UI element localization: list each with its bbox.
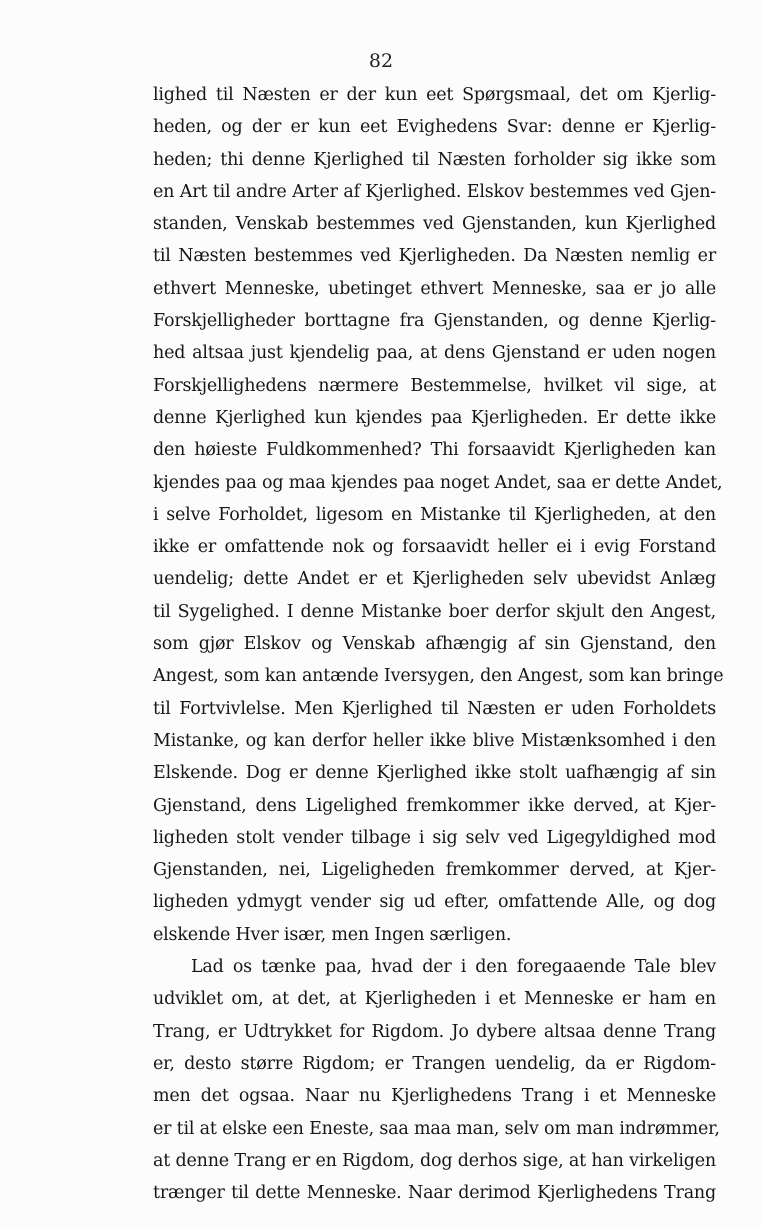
text-line: til Næsten bestemmes ved Kjerligheden. Da Næsten nemlig er <box>153 246 716 267</box>
text-line: trænger til dette Menneske. Naar derimod Kjerlighedens Trang <box>153 1183 716 1204</box>
text-line: til Fortvivlelse. Men Kjerlighed til Næsten er uden Forholdets <box>153 698 716 719</box>
text-line: til Sygelighed. I denne Mistanke boer derfor skjult den Angest, <box>153 601 716 622</box>
body-text <box>153 79 724 1209</box>
text-line: at denne Trang er en Rigdom, dog derhos sige, at han virkeligen <box>153 1150 716 1171</box>
text-line: uendelig; dette Andet er et Kjerligheden selv ubevidst Anlæg <box>153 569 716 590</box>
text-line: den høieste Fuldkommenhed? Thi forsaavidt Kjerligheden kan <box>153 440 716 461</box>
text-line: Angest, som kan antænde Iversygen, den Angest, som kan bringe <box>153 666 724 687</box>
text-line: lighed til Næsten er der kun eet Spørgsmaal, det om Kjerlig- <box>153 85 716 105</box>
text-line: Forskjellighedens nærmere Bestemmelse, hvilket vil sige, at <box>153 375 716 396</box>
text-line: men det ogsaa. Naar nu Kjerlighedens Trang i et Menneske <box>153 1086 716 1107</box>
text-line: Lad os tænke paa, hvad der i den foregaaende Tale blev <box>191 957 716 978</box>
text-line: heden; thi denne Kjerlighed til Næsten forholder sig ikke som <box>153 149 716 170</box>
text-line: som gjør Elskov og Venskab afhængig af sin Gjenstand, den <box>153 634 716 655</box>
text-line: hed altsaa just kjendelig paa, at dens Gjenstand er uden nogen <box>153 343 716 364</box>
text-line: udviklet om, at det, at Kjerligheden i et Menneske er ham en <box>153 989 716 1010</box>
text-line: ethvert Menneske, ubetinget ethvert Menneske, saa er jo alle <box>153 278 716 299</box>
text-line: ligheden ydmygt vender sig ud efter, omfattende Alle, og dog <box>153 892 716 913</box>
page-number: 82 <box>368 50 394 72</box>
text-line: ligheden stolt vender tilbage i sig selv ved Ligegyldighed mod <box>153 827 716 848</box>
text-line: Elskende. Dog er denne Kjerlighed ikke stolt uafhængig af sin <box>153 763 716 784</box>
text-line: en Art til andre Arter af Kjerlighed. Elskov bestemmes ved Gjen- <box>153 181 716 202</box>
text-line: standen, Venskab bestemmes ved Gjenstanden, kun Kjerlighed <box>153 214 716 235</box>
text-line: kjendes paa og maa kjendes paa noget Andet, saa er dette Andet, <box>153 472 723 493</box>
text-line: ikke er omfattende nok og forsaavidt heller ei i evig Forstand <box>153 537 716 558</box>
text-line: er til at elske een Eneste, saa maa man, selv om man indrømmer, <box>153 1118 720 1139</box>
text-line: Gjenstanden, nei, Ligeligheden fremkommer derved, at Kjer- <box>153 860 716 881</box>
text-line: i selve Forholdet, ligesom en Mistanke til Kjerligheden, at den <box>153 504 716 525</box>
text-line: Mistanke, og kan derfor heller ikke blive Mistænksomhed i den <box>153 730 716 751</box>
text-line: er, desto større Rigdom; er Trangen uendelig, da er Rigdom- <box>153 1053 716 1074</box>
text-line: Forskjelligheder borttagne fra Gjenstanden, og denne Kjerlig- <box>153 311 716 332</box>
text-line: Trang, er Udtrykket for Rigdom. Jo dybere altsaa denne Trang <box>153 1021 716 1042</box>
text-line: heden, og der er kun eet Evighedens Svar: denne er Kjerlig- <box>153 117 716 138</box>
text-line: denne Kjerlighed kun kjendes paa Kjerligheden. Er dette ikke <box>153 407 716 428</box>
text-line: elskende Hver især, men Ingen særligen. <box>153 924 512 945</box>
text-line: Gjenstand, dens Ligelighed fremkommer ikke derved, at Kjer- <box>153 795 716 816</box>
